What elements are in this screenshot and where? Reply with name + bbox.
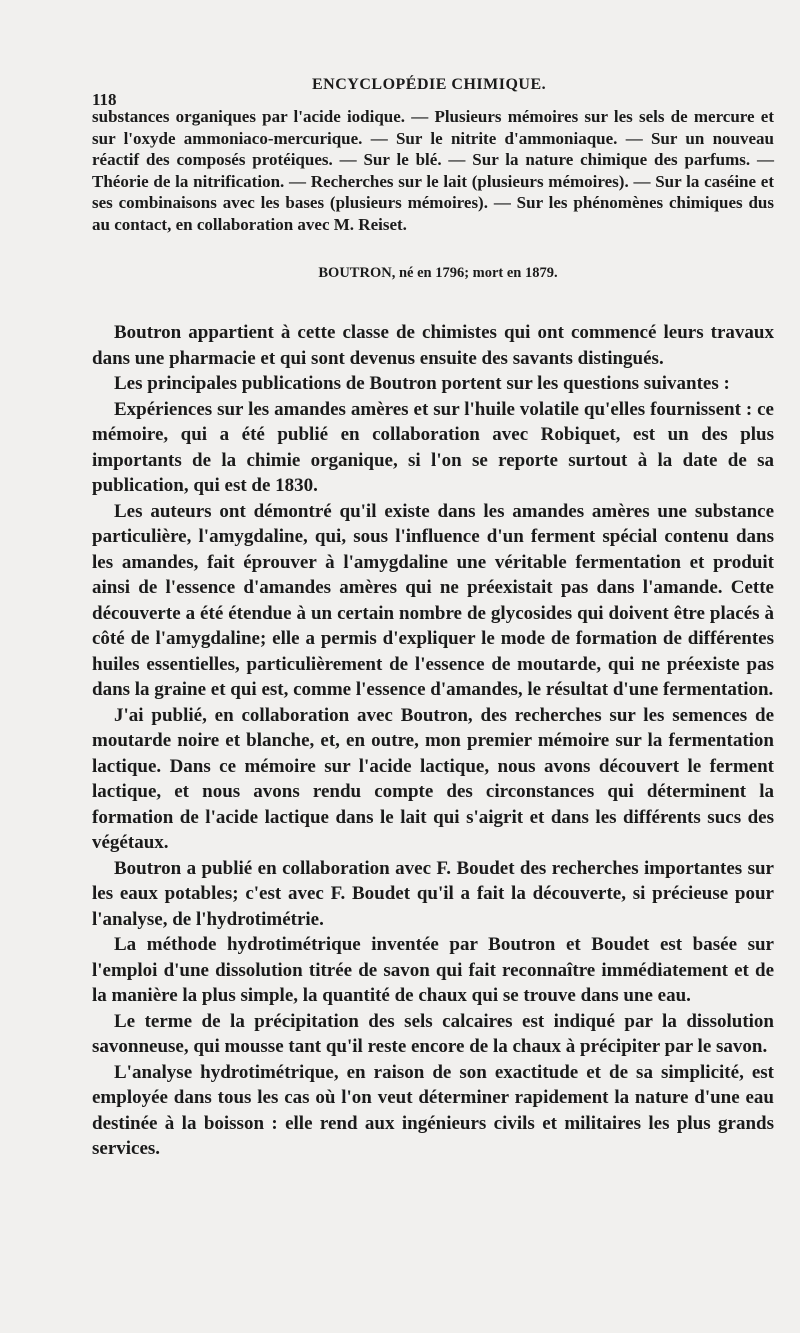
paragraph: Les principales publications de Boutron portent sur les questions suivantes : [114, 373, 730, 394]
running-title: ENCYCLOPÉDIE CHIMIQUE. [312, 76, 547, 93]
paragraph: L'analyse hydrotimétrique, en raison de son exactitude et de sa simplicité, est employée dans tous les cas où l'on veut déterminer rapidement la nature d'une eau destinée à la boisson : elle rend aux ingénieurs civils et militaires les plus grands services. [92, 1061, 774, 1159]
paragraph: Boutron appartient à cette classe de chimistes qui ont commencé leurs travaux dans une pharmacie et qui sont devenus ensuite des savants distingués. [92, 322, 774, 369]
page-header [92, 76, 774, 109]
paragraph: Le terme de la précipitation des sels calcaires est indiqué par la dissolution savonneuse, qui mousse tant qu'il reste encore de la chaux à précipiter par le savon. [92, 1010, 774, 1057]
paragraph: Boutron a publié en collaboration avec F. Boudet des recherches importantes sur les eaux potables; c'est avec F. Boudet qu'il a fait la découverte, si précieuse pour l'analyse, de l'hydrotimétrie. [92, 857, 774, 930]
body-text [92, 320, 774, 1162]
section-heading: BOUTRON, né en 1796; mort en 1879. [318, 265, 558, 281]
intro-paragraph: substances organiques par l'acide iodique. — Plusieurs mémoires sur les sels de mercure et sur l'oxyde ammoniaco-mercurique. — Sur le nitrite d'ammoniaque. — Sur un nouveau réactif des composés protéiques. — Sur le blé. — Sur la nature chimique des parfums. — Théorie de la nitrification. — Recherches sur le lait (plusieurs mémoires). — Sur la caséine et ses combinaisons avec les bases (plusieurs mémoires). — Sur les phénomènes chimiques dus au contact, en collaboration avec M. Reiset. [92, 107, 774, 234]
paragraph: Les auteurs ont démontré qu'il existe dans les amandes amères une substance particulière, l'amygdaline, qui, sous l'influence d'un ferment spécial contenu dans les amandes, fait éprouver à l'amygdaline une véritable fermentation et produit ainsi de l'essence d'amandes amères qui ne préexistait pas dans l'amande. Cette découverte a été étendue à un certain nombre de glycosides qui doivent être placés à côté de l'amygdaline; elle a permis d'expliquer le mode de formation de différentes huiles essentielles, particulièrement de l'essence de moutarde, qui ne préexiste pas dans la graine et qui est, comme l'essence d'amandes, le résultat d'une fermentation. [92, 500, 774, 700]
paragraph: La méthode hydrotimétrique inventée par Boutron et Boudet est basée sur l'emploi d'une dissolution titrée de savon qui fait reconnaître immédiatement et de la manière la plus simple, la quantité de chaux qui se trouve dans une eau. [92, 934, 774, 1006]
paragraph: Expériences sur les amandes amères et sur l'huile volatile qu'elles fournissent : ce mémoire, qui a été publié en collaboration avec Robiquet, est un des plus importants de la chimie organique, si l'on se reporte surtout à la date de sa publication, qui est de 1830. [92, 398, 774, 496]
page-number: 118 [92, 90, 117, 109]
paragraph: J'ai publié, en collaboration avec Boutron, des recherches sur les semences de moutarde noire et blanche, et, en outre, mon premier mémoire sur la fermentation lactique. Dans ce mémoire sur l'acide lactique, nous avons découvert le ferment lactique, et nous avons rendu compte des circonstances qui déterminent la formation de l'acide lactique dans le lait qui s'aigrit et dans les différents sucs des végétaux. [92, 704, 774, 853]
